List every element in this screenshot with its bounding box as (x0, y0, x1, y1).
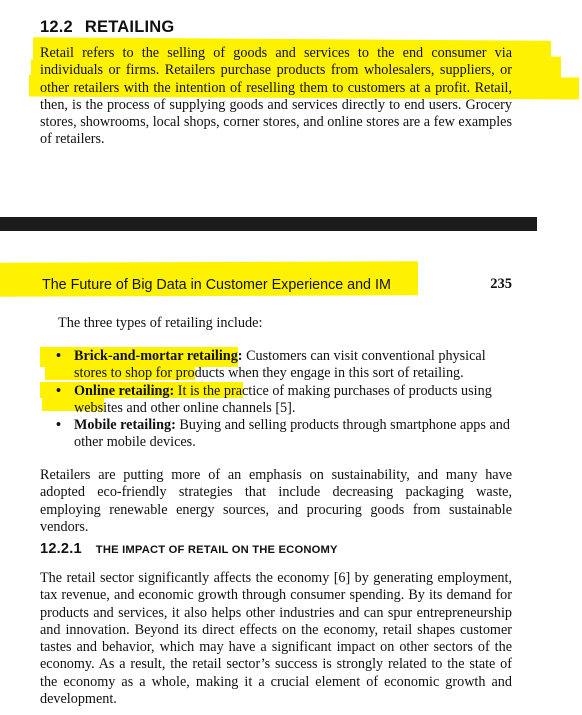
subsection-heading (40, 541, 338, 557)
economy-impact-paragraph: The retail sector significantly affects the economy [6] by generating employment, tax revenue, and economic growth through consumer spending. By its demand for products and services, it also helps other industries and can spur entrepreneurship and innovation. Beyond its direct effects on the economy, retail shapes customer tastes and behavior, which may have a significant impact on other sectors of the economy. As a result, the retail sector’s success is strongly related to the state of the economy as a whole, making it a crucial element of economic growth and development. (40, 570, 512, 708)
bullet-icon: • (56, 348, 61, 364)
list-item-term: Brick-and-mortar retailing: (74, 348, 243, 364)
page-break-divider (0, 217, 537, 231)
page-number: 235 (490, 276, 512, 292)
section-title: RETAILING (84, 18, 175, 36)
list-item (54, 383, 514, 418)
section-number: 12.2 (40, 18, 73, 36)
list-item-term: Online retailing: (74, 382, 175, 399)
types-intro: The three types of retailing include: (58, 315, 263, 331)
list-item (54, 348, 514, 383)
running-head: The Future of Big Data in Customer Experience and IM (42, 277, 391, 293)
sustainability-paragraph: Retailers are putting more of an emphasis on sustainability, and many have adopted eco-friendly strategies that include decreasing packaging waste, employing renewable energy sources, and procuring goods from sustainable vendors. (40, 467, 512, 535)
list-item (54, 417, 514, 452)
list-item-term: Mobile retailing: (74, 417, 176, 434)
retailing-types-list (54, 348, 514, 452)
section-heading (40, 18, 174, 37)
bullet-icon: • (56, 382, 61, 399)
list-item-text: Customers can visit conventional physical stores to shop for products when they engage in this sort of retailing. (74, 348, 486, 382)
retail-definition-paragraph: Retail refers to the selling of goods and services to the end consumer via individuals or firms. Retailers purchase products from wholesalers, suppliers, or other retailers with the intention of reselling them to customers at a profit. Retail, then, is the process of supplying goods and services directly to end users. Grocery stores, showrooms, local shops, corner stores, and online stores are a few examples of retailers. (40, 45, 513, 148)
bullet-icon: • (56, 417, 61, 434)
subsection-number: 12.2.1 (40, 541, 82, 557)
list-item-text: Buying and selling products through smartphone apps and other mobile devices. (74, 417, 510, 451)
subsection-title: THE IMPACT OF RETAIL ON THE ECONOMY (95, 544, 338, 556)
list-item-text: It is the practice of making purchases of products using websites and other online channels [5]. (74, 382, 492, 416)
